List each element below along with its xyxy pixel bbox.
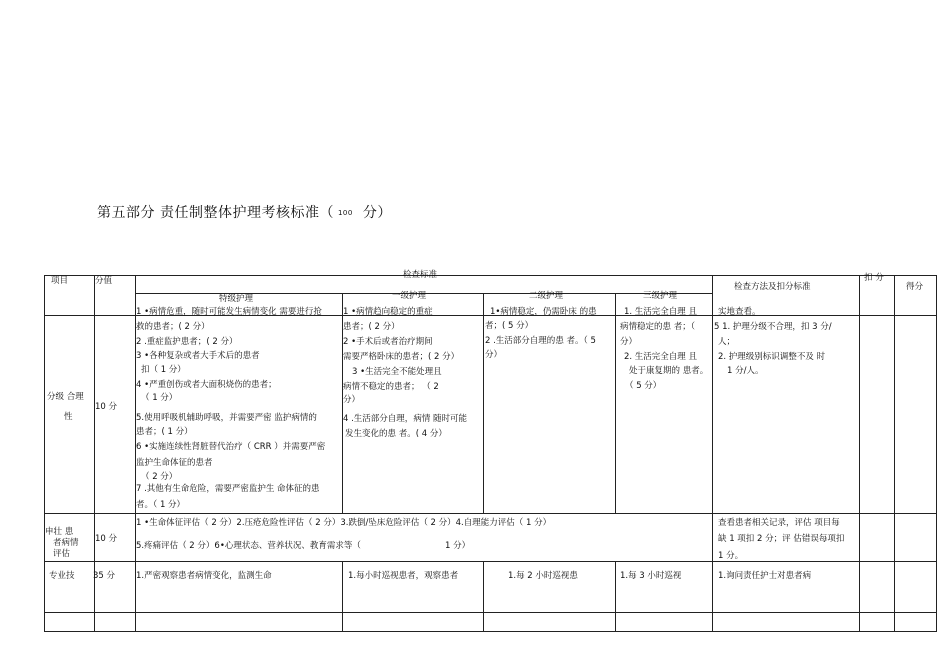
- row1-score: 10 分: [95, 402, 118, 412]
- header-special-care: 特级护理: [219, 294, 254, 304]
- third-line: 病情稳定的患 者；（: [620, 322, 695, 332]
- title-points: 100: [337, 209, 353, 217]
- first-line: 2 •手术后或者治疗期间: [343, 337, 433, 347]
- row3-third: 1.每 3 小时巡视: [620, 571, 682, 581]
- method-line: 1 分/人。: [727, 366, 764, 376]
- row2-line2a: 5.疼痛评估（ 2 分）6•心理状态、营养状况、教育需求等（: [136, 541, 361, 551]
- method-line: 5 1. 护理分级不合理，扣 3 分/: [714, 322, 832, 332]
- special-line: 6 •实施连续性肾脏替代治疗（ CRR ）并需要严密: [136, 442, 326, 452]
- header-item: 项目: [51, 276, 69, 286]
- row3-item: 专业技: [49, 571, 75, 581]
- row3-method: 1.询问责任护士对患者病: [718, 571, 812, 581]
- third-line: （ 5 分）: [625, 381, 662, 391]
- first-line: 分）: [343, 395, 361, 405]
- second-line: 1•病情稳定，仍需卧床 的患: [490, 307, 597, 317]
- special-line: 7 .其他有生命危险，需要严密监护生 命体征的患: [136, 484, 320, 494]
- row3-second: 1.每 2 小时巡视患: [508, 571, 578, 581]
- row2-method-line: 查看患者相关记录，评估 项目每: [718, 518, 840, 528]
- header-first-care: 一级护理: [392, 291, 427, 301]
- row3-score: 35 分: [93, 571, 116, 581]
- first-line: 病情不稳定的患者； （ 2: [343, 382, 439, 392]
- special-line: 扣（ 1 分）: [141, 365, 186, 375]
- first-line: 需要严格卧床的患者；( 2 分）: [343, 352, 460, 362]
- first-line: 患者；( 2 分）: [343, 322, 400, 332]
- third-line: 1. 生活完全自理 且: [624, 307, 698, 317]
- row1-item-b: 性: [64, 412, 73, 422]
- method-line: 实地查看。: [718, 307, 761, 317]
- special-line: 者。（ 1 分）: [136, 500, 186, 510]
- row2-line2b: 1 分）: [445, 541, 471, 551]
- title-main: 第五部分 责任制整体护理考核标准（: [97, 205, 334, 221]
- method-line: 2. 护理级别标识调整不及 时: [718, 352, 826, 362]
- second-line: 分）: [485, 350, 503, 360]
- row2-method-line: 1 分。: [718, 551, 744, 561]
- special-line: 2 .重症监护患者；( 2 分）: [136, 337, 238, 347]
- third-line: 2. 生活完全自理 且: [624, 352, 698, 362]
- header-deduct: 扣 分: [864, 273, 884, 283]
- special-line: 3 •各种复杂或者大手术后的患者: [136, 351, 260, 361]
- header-gain: 得分: [906, 282, 924, 292]
- first-line: 4 .生活部分自理，病情 随时可能: [343, 414, 468, 424]
- page-title: [97, 202, 392, 222]
- header-second-care: 二级护理: [529, 291, 564, 301]
- first-line: 3 •生活完全不能处理且: [352, 367, 442, 377]
- third-line: 分）: [620, 337, 638, 347]
- row2-item-a: 申壮 患: [45, 527, 74, 537]
- header-method: 检查方法及扣分标准: [734, 282, 811, 292]
- special-line: 监护生命体征的患者: [136, 458, 213, 468]
- first-line: 发生变化的患 者。( 4 分）: [345, 429, 447, 439]
- row2-item-c: 评估: [53, 549, 71, 559]
- row3-first: 1.每小时巡视患者，观察患者: [348, 571, 459, 581]
- first-line: 1 •病情趋向稳定的重症: [343, 307, 433, 317]
- header-score: 分值: [95, 276, 113, 286]
- row2-item-b: 者病情: [53, 538, 79, 548]
- row2-score: 10 分: [95, 534, 118, 544]
- row2-line1: 1 •生命体征评估（ 2 分）2.压疮危险性评估（ 2 分）3.跌倒/坠床危险评估（ 2 分）4.自理能力评估（ 1 分）: [136, 518, 552, 528]
- row2-method-line: 缺 1 项扣 2 分；评 估错误每项扣: [718, 534, 845, 544]
- special-line: 患者；( 1 分）: [136, 427, 193, 437]
- title-unit: 分）: [362, 205, 392, 221]
- second-line: 2 .生活部分自理的患 者。（ 5: [485, 336, 596, 346]
- row3-special: 1.严密观察患者病情变化，监测生命: [136, 571, 272, 581]
- special-line: 1 •病情危重，随时可能发生病情变化 需要进行抢: [136, 307, 322, 317]
- special-line: 5.使用呼吸机辅助呼吸，并需要严密 监护病情的: [136, 413, 317, 423]
- header-standard: 检查标准: [403, 270, 438, 280]
- second-line: 者；( 5 分）: [485, 321, 534, 331]
- special-line: （ 2 分）: [141, 472, 178, 482]
- method-line: 人；: [718, 337, 736, 347]
- row1-item-a: 分级 合理: [47, 392, 84, 402]
- third-line: 处于康复期的 患者。: [629, 366, 709, 376]
- header-third-care: 三级护理: [643, 291, 678, 301]
- special-line: （ 1 分）: [141, 393, 178, 403]
- special-line: 救的患者；( 2 分）: [136, 322, 210, 332]
- special-line: 4 •严重创伤或者大面积烧伤的患者；: [136, 380, 277, 390]
